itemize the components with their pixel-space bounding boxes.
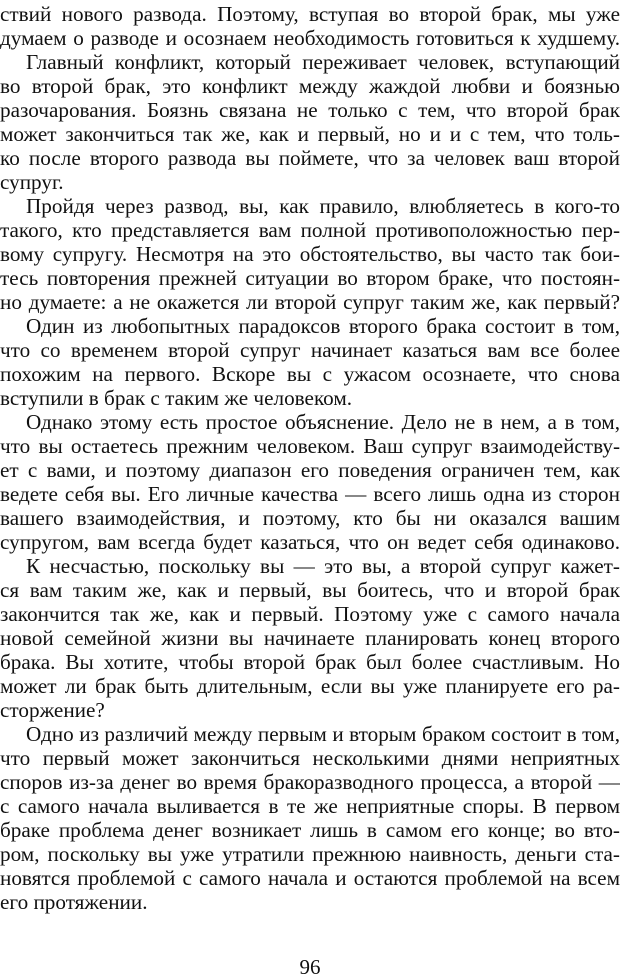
text-line: с самого начала выливается в те же неприятные споры. В первом	[0, 794, 620, 818]
text-line: вашего взаимодействия, и поэтому, кто бы ни оказался вашим	[0, 506, 620, 530]
text-line: ведете себя вы. Его личные качества — всего лишь одна из сторон	[0, 482, 620, 506]
text-line: такого, кто представляется вам полной противоположностью пер-	[0, 218, 620, 242]
text-line: может ли брак быть длительным, если вы уже планируете его ра-	[0, 674, 620, 698]
text-line: ет с вами, и поэтому диапазон его поведения ограничен тем, как	[0, 458, 620, 482]
text-line: браке проблема денег возникает лишь в самом его конце; во вто-	[0, 818, 620, 842]
text-line: ся вам таким же, как и первый, вы боитесь, что и второй брак	[0, 578, 620, 602]
paragraph-first-line: К несчастью, поскольку вы — это вы, а второй супруг кажет-	[26, 554, 620, 578]
paragraph-last-line: вступили в брак с таким же человеком.	[0, 386, 353, 410]
paragraph-first-line: Однако этому есть простое объяснение. Дело не в нем, а в том,	[26, 410, 620, 434]
text-line: разочарования. Боязнь связана не только с тем, что второй брак	[0, 98, 620, 122]
text-line: что первый может закончиться несколькими днями неприятных	[0, 746, 620, 770]
text-line: вому супругу. Несмотря на это обстоятельство, вы часто так бои-	[0, 242, 620, 266]
paragraph-last-line: его протяжении.	[0, 890, 148, 914]
page-number: 96	[299, 955, 321, 979]
text-line: ко после второго развода вы поймете, что за человек ваш второй	[0, 146, 620, 170]
text-line: может закончиться так же, как и первый, но и и с тем, что толь-	[0, 122, 620, 146]
text-line: похожим на первого. Вскоре вы с ужасом осознаете, что снова	[0, 362, 620, 386]
paragraph-last-line: сторжение?	[0, 698, 105, 722]
text-line: споров из-за денег во время бракоразводного процесса, а второй —	[0, 770, 620, 794]
text-line: брака. Вы хотите, чтобы второй брак был более счастливым. Но	[0, 650, 620, 674]
text-line: что со временем второй супруг начинает казаться вам все более	[0, 338, 620, 362]
paragraph-first-line: Одно из различий между первым и вторым браком состоит в том,	[26, 722, 620, 746]
text-line: новятся проблемой с самого начала и остаются проблемой на всем	[0, 866, 620, 890]
paragraph-last-line: супругом, вам всегда будет казаться, что он ведет себя одинаково.	[0, 530, 620, 554]
text-line: ствий нового развода. Поэтому, вступая во второй брак, мы уже	[0, 2, 620, 26]
text-line: думаем о разводе и осознаем необходимость готовиться к худшему.	[0, 26, 620, 50]
paragraph-last-line: супруг.	[0, 170, 64, 194]
text-line: закончится так же, как и первый. Поэтому уже с самого начала	[0, 602, 620, 626]
text-line: что вы остаетесь прежним человеком. Ваш супруг взаимодейству-	[0, 434, 620, 458]
text-line: ром, поскольку вы уже утратили прежнюю наивность, деньги ста-	[0, 842, 620, 866]
text-line: новой семейной жизни вы начинаете планировать конец второго	[0, 626, 620, 650]
paragraph-first-line: Главный конфликт, который переживает человек, вступающий	[26, 50, 620, 74]
text-line: тесь повторения прежней ситуации во втором браке, что постоян-	[0, 266, 620, 290]
paragraph-first-line: Один из любопытных парадоксов второго брака состоит в том,	[26, 314, 620, 338]
paragraph-last-line: но думаете: а не окажется ли второй супруг таким же, как первый?	[0, 290, 620, 314]
text-line: во второй брак, это конфликт между жаждой любви и боязнью	[0, 74, 620, 98]
paragraph-first-line: Пройдя через развод, вы, как правило, влюбляетесь в кого-то	[26, 194, 620, 218]
